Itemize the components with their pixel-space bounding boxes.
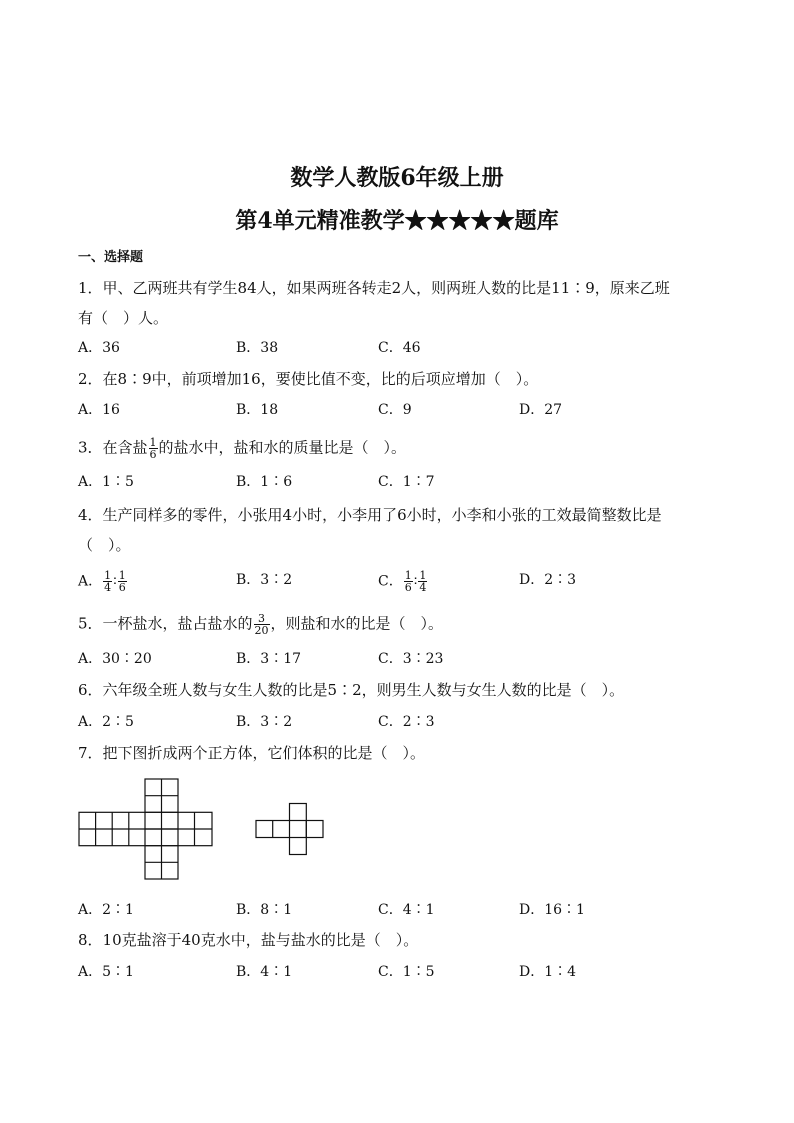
doc-subtitle: 第4单元精准教学★★★★★题库 bbox=[235, 208, 559, 234]
question-1: 1．甲、乙两班共有学生84人，如果两班各转走2人，则两班人数的比是11∶9，原来乙班 bbox=[78, 279, 670, 297]
fraction: $\frac{1}{6}$ bbox=[149, 436, 157, 461]
question-3-text-a: 3．在含盐 bbox=[78, 438, 148, 457]
option-c[interactable]: C．9 bbox=[378, 402, 412, 418]
option-b[interactable]: B．1∶6 bbox=[236, 474, 293, 490]
fraction: $\frac{3}{20}$ bbox=[254, 612, 269, 637]
option-d[interactable]: D．16∶1 bbox=[519, 902, 585, 918]
question-6-options bbox=[78, 712, 718, 732]
option-d[interactable]: D．1∶4 bbox=[519, 964, 577, 980]
question-1-options bbox=[78, 338, 718, 358]
option-c[interactable]: C．4∶1 bbox=[378, 902, 435, 918]
question-8: 8．10克盐溶于40克水中，盐与盐水的比是（ ）。 bbox=[78, 931, 419, 949]
question-7-options bbox=[78, 900, 718, 920]
section-heading: 一、选择题 bbox=[78, 250, 144, 265]
fraction: $\frac{1}{4}$ bbox=[104, 569, 112, 594]
option-a[interactable]: A．2∶1 bbox=[78, 902, 134, 918]
option-c[interactable]: C．1∶7 bbox=[378, 474, 435, 490]
option-b[interactable]: B．38 bbox=[236, 340, 279, 356]
small-cube-net bbox=[256, 804, 323, 855]
option-a[interactable]: A．16 bbox=[78, 402, 120, 418]
question-3-options bbox=[78, 472, 718, 492]
option-a[interactable]: A．2∶5 bbox=[78, 714, 134, 730]
fraction: $\frac{1}{6}$ bbox=[118, 569, 126, 594]
option-c[interactable]: C．3∶23 bbox=[378, 651, 444, 667]
option-a[interactable]: A．5∶1 bbox=[78, 964, 134, 980]
fraction: $\frac{1}{4}$ bbox=[419, 569, 427, 594]
option-b[interactable]: B．4∶1 bbox=[236, 964, 293, 980]
question-6: 6．六年级全班人数与女生人数的比是5∶2，则男生人数与女生人数的比是（ ）。 bbox=[78, 681, 625, 699]
option-b[interactable]: B．3∶2 bbox=[236, 572, 293, 588]
question-4-cont: （ ）。 bbox=[78, 536, 131, 554]
question-2: 2．在8∶9中，前项增加16，要使比值不变，比的后项应增加（ ）。 bbox=[78, 370, 539, 388]
option-a[interactable]: A．36 bbox=[78, 340, 120, 356]
question-5-text-b: ，则盐和水的比是（ ）。 bbox=[270, 614, 444, 633]
option-b[interactable]: B．3∶17 bbox=[236, 651, 302, 667]
option-b[interactable]: B．8∶1 bbox=[236, 902, 293, 918]
question-5-options bbox=[78, 649, 718, 669]
question-3-text-b: 的盐水中，盐和水的质量比是（ ）。 bbox=[158, 438, 407, 457]
option-c[interactable]: C．46 bbox=[378, 340, 421, 356]
large-cube-net bbox=[79, 779, 212, 879]
question-5-text-a: 5．一杯盐水，盐占盐水的 bbox=[78, 614, 253, 633]
question-4: 4．生产同样多的零件，小张用4小时，小李用了6小时，小李和小张的工效最简整数比是 bbox=[78, 506, 662, 524]
option-c[interactable]: C．1∶5 bbox=[378, 964, 435, 980]
doc-title: 数学人教版6年级上册 bbox=[290, 165, 504, 191]
cube-nets-figure bbox=[78, 778, 328, 880]
option-b[interactable]: B．3∶2 bbox=[236, 714, 293, 730]
option-a[interactable]: A．30∶20 bbox=[78, 651, 152, 667]
question-3 bbox=[78, 437, 406, 460]
question-2-options bbox=[78, 400, 718, 420]
question-8-options bbox=[78, 962, 718, 982]
option-a[interactable]: A．1∶5 bbox=[78, 474, 134, 490]
option-b[interactable]: B．18 bbox=[236, 402, 279, 418]
question-4-options bbox=[78, 569, 718, 594]
question-7: 7．把下图折成两个正方体，它们体积的比是（ ）。 bbox=[78, 744, 426, 762]
option-d[interactable]: D．2∶3 bbox=[519, 572, 577, 588]
option-d[interactable]: D．27 bbox=[519, 402, 563, 418]
question-1-cont: 有（ ）人。 bbox=[78, 309, 169, 327]
option-c[interactable]: C．2∶3 bbox=[378, 714, 435, 730]
question-5 bbox=[78, 613, 443, 636]
option-c[interactable]: C． $\frac{1}{6}$ ∶ $\frac{1}{4}$ bbox=[378, 569, 427, 594]
option-a[interactable]: A． $\frac{1}{4}$ ∶ $\frac{1}{6}$ bbox=[78, 569, 126, 594]
fraction: $\frac{1}{6}$ bbox=[404, 569, 412, 594]
